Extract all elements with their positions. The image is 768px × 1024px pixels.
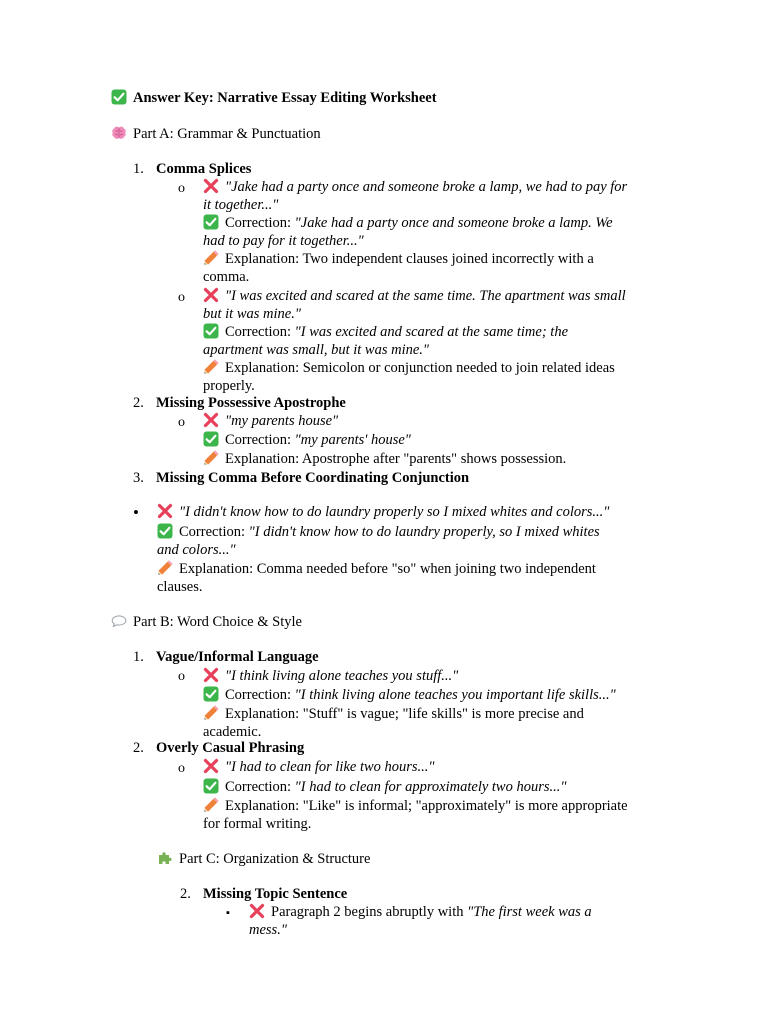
section-title-comma-splices: Comma Splices [156, 161, 252, 177]
explanation-cont: for formal writing. [203, 816, 312, 832]
pencil-icon [203, 359, 219, 375]
list-number: 1. [133, 161, 144, 177]
list-bullet: o [178, 761, 185, 776]
part-a-title: Part A: Grammar & Punctuation [133, 126, 321, 142]
correction: Correction: "I had to clean for approximately two hours..." [203, 778, 566, 796]
part-b-heading [111, 613, 302, 631]
list-number: 3. [133, 470, 144, 486]
list-bullet: o [178, 181, 185, 196]
correction: Correction: "I didn't know how to do laundry properly, so I mixed whites [157, 523, 600, 541]
part-a-heading [111, 125, 321, 143]
correction: Correction: "I think living alone teaches you important life skills..." [203, 686, 616, 704]
part-c-title: Part C: Organization & Structure [179, 851, 371, 867]
cross-mark-icon [249, 903, 265, 919]
list-number: 1. [133, 649, 144, 665]
document-title: Answer Key: Narrative Essay Editing Worksheet [133, 90, 437, 106]
section-title-topic-sentence: Missing Topic Sentence [203, 886, 348, 902]
incorrect-example-cont: but it was mine." [203, 306, 301, 322]
incorrect-example-cont: it together..." [203, 197, 279, 213]
list-number: 2. [133, 740, 144, 756]
part-c-heading [157, 850, 370, 868]
explanation-cont: clauses. [157, 579, 203, 595]
explanation: Explanation: Comma needed before "so" when joining two independent [157, 560, 596, 578]
speech-balloon-icon [111, 613, 127, 629]
white-check-mark-icon [157, 523, 173, 539]
cross-mark-icon [203, 758, 219, 774]
explanation: Explanation: Two independent clauses joined incorrectly with a [203, 250, 594, 268]
incorrect-example: Paragraph 2 begins abruptly with "The first week was a [249, 903, 592, 921]
white-check-mark-icon [111, 89, 127, 105]
incorrect-example: "I think living alone teaches you stuff..." [203, 667, 458, 685]
pencil-icon [203, 250, 219, 266]
cross-mark-icon [203, 178, 219, 194]
pencil-icon [203, 705, 219, 721]
explanation: Explanation: Apostrophe after "parents" shows possession. [203, 450, 566, 468]
white-check-mark-icon [203, 214, 219, 230]
explanation-cont: comma. [203, 269, 250, 285]
white-check-mark-icon [203, 778, 219, 794]
explanation-cont: properly. [203, 378, 255, 394]
cross-mark-icon [203, 667, 219, 683]
pencil-icon [203, 797, 219, 813]
cross-mark-icon [157, 503, 173, 519]
brain-icon [111, 125, 127, 141]
section-title-vague-language: Vague/Informal Language [156, 649, 319, 665]
incorrect-example: "I didn't know how to do laundry properly so I mixed whites and colors..." [157, 503, 609, 521]
list-bullet: o [178, 290, 185, 305]
cross-mark-icon [203, 412, 219, 428]
explanation: Explanation: "Like" is informal; "approximately" is more appropriate [203, 797, 628, 815]
explanation: Explanation: Semicolon or conjunction needed to join related ideas [203, 359, 615, 377]
section-title-possessive-apostrophe: Missing Possessive Apostrophe [156, 395, 346, 411]
correction: Correction: "Jake had a party once and someone broke a lamp. We [203, 214, 613, 232]
incorrect-example: "Jake had a party once and someone broke a lamp, we had to pay for [203, 178, 627, 196]
correction-cont: apartment was small, but it was mine." [203, 342, 430, 358]
white-check-mark-icon [203, 686, 219, 702]
section-title-casual-phrasing: Overly Casual Phrasing [156, 740, 305, 756]
correction-cont: had to pay for it together..." [203, 233, 364, 249]
pencil-icon [203, 450, 219, 466]
list-number: 2. [180, 886, 191, 902]
cross-mark-icon [203, 287, 219, 303]
part-b-title: Part B: Word Choice & Style [133, 614, 302, 630]
incorrect-example: "I was excited and scared at the same time. The apartment was small [203, 287, 626, 305]
correction: Correction: "I was excited and scared at the same time; the [203, 323, 568, 341]
document-title-line [111, 89, 437, 107]
list-number: 2. [133, 395, 144, 411]
list-bullet: • [133, 503, 139, 522]
section-title-missing-comma: Missing Comma Before Coordinating Conjunction [156, 470, 470, 486]
incorrect-example: "I had to clean for like two hours..." [203, 758, 435, 776]
incorrect-example: "my parents house" [203, 412, 338, 430]
list-bullet: o [178, 415, 185, 430]
white-check-mark-icon [203, 431, 219, 447]
explanation-cont: academic. [203, 724, 262, 740]
correction: Correction: "my parents' house" [203, 431, 411, 449]
puzzle-piece-icon [157, 850, 173, 866]
correction-cont: and colors..." [157, 542, 236, 558]
explanation: Explanation: "Stuff" is vague; "life skills" is more precise and [203, 705, 584, 723]
incorrect-example-cont: mess." [249, 922, 287, 938]
list-bullet: ▪ [226, 907, 230, 919]
pencil-icon [157, 560, 173, 576]
white-check-mark-icon [203, 323, 219, 339]
list-bullet: o [178, 669, 185, 684]
